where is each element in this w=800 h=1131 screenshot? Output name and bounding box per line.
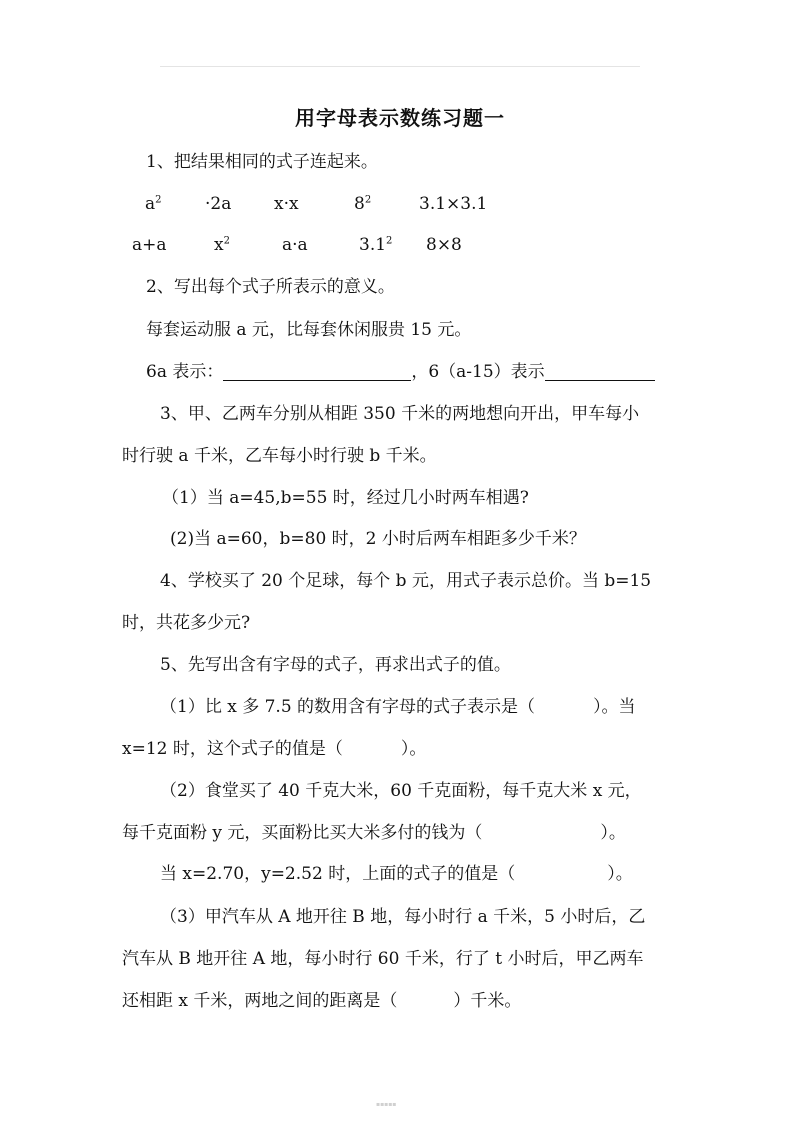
- expr-a-plus-a: a+a: [132, 235, 167, 255]
- footer-watermark: ▪▪▪▪▪: [376, 1101, 397, 1108]
- q5-part2-value-end: ）。: [607, 864, 633, 884]
- q5-part2-text: 每千克面粉 y 元，买面粉比买大米多付的钱为（: [122, 823, 483, 843]
- q5-part1-line2: [122, 737, 426, 761]
- q5-part1-text-end: ）。当: [593, 697, 636, 717]
- q1-heading: 1、把结果相同的式子连起来。: [146, 152, 378, 172]
- q5-heading: 5、先写出含有字母的式子，再求出式子的值。: [160, 655, 511, 675]
- q5-part2-value-text: 当 x=2.70，y=2.52 时，上面的式子的值是（: [160, 864, 516, 884]
- q1-expression-row-2: [0, 233, 800, 257]
- expr-3.1-times-3.1: 3.1×3.1: [419, 194, 488, 214]
- q2-context: 每套运动服 a 元，比每套休闲服贵 15 元。: [146, 320, 472, 340]
- q5-part2-line1: （2）食堂买了 40 千克大米，60 千克面粉，每千克大米 x 元，: [160, 781, 642, 801]
- q3-sub-2: (2)当 a=60，b=80 时，2 小时后两车相距多少千米？: [170, 529, 586, 549]
- q2-expr1-label: 6a 表示：: [146, 362, 224, 382]
- q5-part1-line1: [160, 695, 636, 719]
- q5-part1-value-text: x=12 时，这个式子的值是（: [122, 739, 343, 759]
- q5-part3-text: 还相距 x 千米，两地之间的距离是（: [122, 991, 398, 1011]
- expr-a-times-a: a·a: [282, 235, 308, 255]
- q5-part3-line1: （3）甲汽车从 A 地开往 B 地，每小时行 a 千米，5 小时后，乙: [160, 907, 646, 927]
- q2-answer-blank-2[interactable]: [545, 360, 655, 381]
- q1-expression-row-1: [0, 192, 800, 216]
- expr-3.1-squared: $3.1^2$: [359, 235, 393, 255]
- q5-part3-text-end: ）千米。: [453, 991, 522, 1011]
- q3-line-1: 3、甲、乙两车分别从相距 350 千米的两地想向开出，甲车每小: [160, 404, 640, 424]
- q3-sub-1: （1）当 a=45,b=55 时，经过几小时两车相遇?: [162, 488, 529, 508]
- q5-part1-value-end: ）。: [400, 739, 427, 759]
- q5-part2-line3: [160, 862, 633, 886]
- q2-expr2-label: ，6（a-15）表示: [411, 362, 545, 382]
- header-rule: [160, 66, 640, 67]
- expr-x-squared: $x^2$: [214, 235, 230, 255]
- page-title: 用字母表示数练习题一: [295, 106, 505, 130]
- q5-part3-line3: [122, 989, 521, 1013]
- q2-answer-blank-1[interactable]: [223, 360, 411, 381]
- q2-heading: 2、写出每个式子所表示的意义。: [146, 277, 395, 297]
- q3-line-2: 时行驶 a 千米，乙车每小时行驶 b 千米。: [122, 446, 437, 466]
- expr-8-squared: $8^2$: [354, 194, 372, 214]
- expr-x-times-x: x·x: [274, 194, 299, 214]
- q5-part2-line2: [122, 821, 626, 845]
- expr-a-squared: $a^2$: [145, 194, 162, 214]
- q4-line-1: 4、学校买了 20 个足球，每个 b 元，用式子表示总价。当 b=15: [160, 571, 652, 591]
- expr-2a: ·2a: [205, 194, 232, 214]
- q5-part3-line2: 汽车从 B 地开往 A 地，每小时行 60 千米，行了 t 小时后，甲乙两车: [122, 949, 644, 969]
- expr-8-times-8: 8×8: [426, 235, 462, 255]
- q5-part2-text-end: ）。: [600, 823, 626, 843]
- q5-part1-text: （1）比 x 多 7.5 的数用含有字母的式子表示是（: [160, 697, 536, 717]
- q2-answer-line: [146, 360, 655, 384]
- q4-line-2: 时，共花多少元?: [122, 613, 251, 633]
